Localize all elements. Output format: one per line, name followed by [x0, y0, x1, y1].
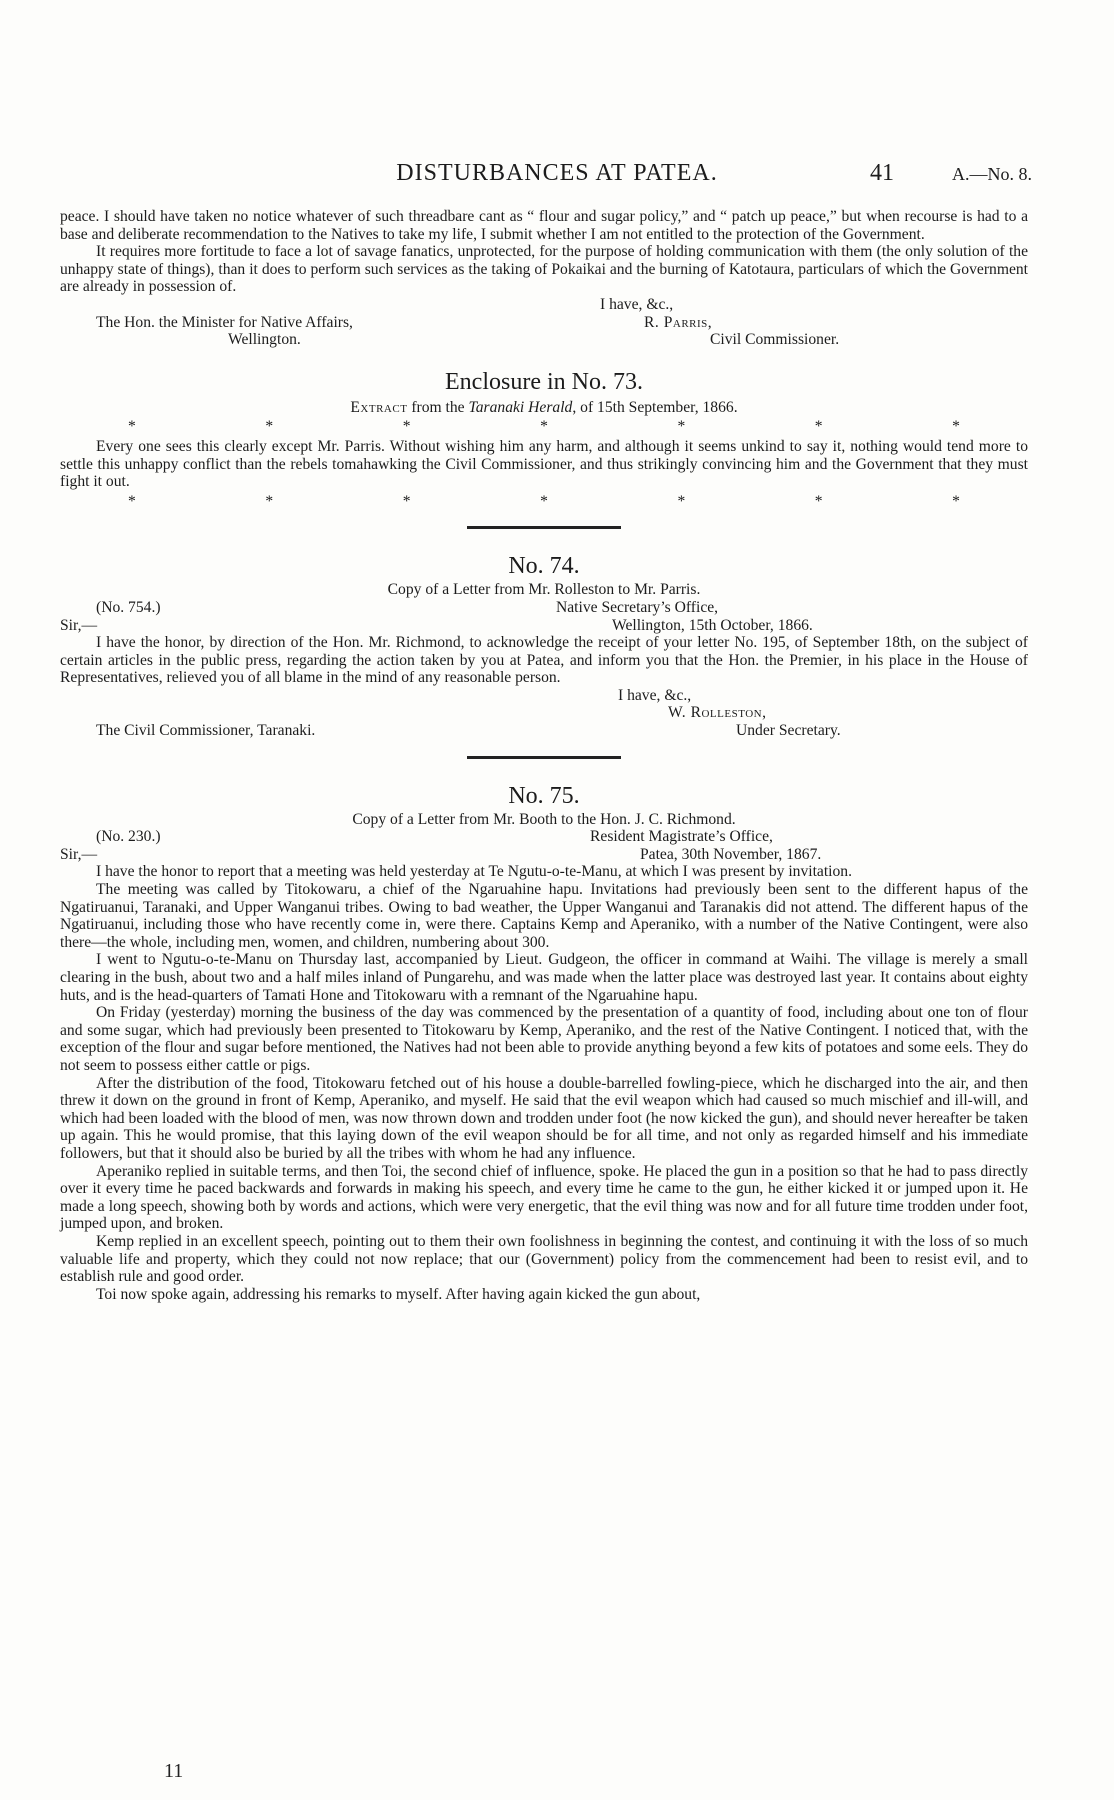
star: *	[814, 418, 823, 436]
office: Resident Magistrate’s Office,	[590, 828, 773, 846]
paragraph: Kemp replied in an excellent speech, pointing out to them their own foolishness in beginning the contest, and continuing it with the loss of so much valuable life and property, which they could not now replace; that our (Government) policy from the commencement had been to resist evil, and to establish rule and good order.	[60, 1232, 1028, 1286]
signer: R. Parris,	[644, 313, 713, 331]
letter-number-heading: No. 74.	[508, 553, 580, 580]
paragraph: Toi now spoke again, addressing his remarks to myself. After having again kicked the gun about,	[96, 1285, 701, 1303]
signature-row-2	[60, 331, 1028, 349]
salutation-row	[60, 617, 1028, 635]
signature-row	[60, 314, 1028, 332]
star: *	[265, 492, 274, 510]
closing: I have, &c.,	[600, 295, 674, 313]
star: *	[677, 418, 686, 436]
signer: W. Rolleston,	[668, 704, 767, 722]
paragraph: Aperaniko replied in suitable terms, and then Toi, the second chief of influence, spoke. He placed the gun in a position so that he had to pass directly over it every time he paced backwards and forwards in making his speech, and every time he came to the gun, he either kicked it or jumped upon it. He made a long speech, showing both by words and actions, which were very energetic, that the evil thing was now and for all future time trodden under foot, jumped upon, and broken.	[60, 1162, 1028, 1233]
ellipsis-stars	[60, 418, 1028, 436]
star: *	[128, 492, 136, 510]
page-number: 41	[870, 160, 894, 186]
section-divider	[467, 756, 621, 759]
letter-subtitle: Copy of a Letter from Mr. Booth to the Hon. J. C. Richmond.	[352, 810, 736, 828]
star: *	[402, 418, 411, 436]
extract-line	[60, 399, 1028, 417]
star: *	[677, 492, 686, 510]
printer-signature-mark: 11	[164, 1760, 184, 1782]
page-body	[60, 208, 1028, 1303]
closing: I have, &c.,	[618, 686, 692, 704]
star: *	[402, 492, 411, 510]
closing-row	[60, 296, 1028, 314]
letter-date: Wellington, 15th October, 1866.	[612, 616, 813, 634]
paragraph: The meeting was called by Titokowaru, a chief of the Ngaruahine hapu. Invitations had previously been sent to the different hapus of the Ngatiruanui, Taranaki, and Upper Wanganui tribes. Owing to bad weather, the Upper Wanganui and Taranakis did not attend. The different hapus of the Ngatiruanui, including those who have recently come in, were there. Captains Kemp and Aperaniko, with a number of the Native Contingent, were also there—the whole, including men, women, and children, numbering about 300.	[60, 881, 1028, 951]
paragraph: After the distribution of the food, Titokowaru fetched out of his house a double-barrelled fowling-piece, which he discharged into the air, and then threw it down on the ground in front of Kemp, Aperaniko, and myself. He said that the evil weapon which had caused so much mischief and ill-will, and which had been loaded with the blood of men, was now thrown down and trodden under foot (he now kicked the gun), and should never hereafter be taken up again. This he would promise, that this laying down of the evil weapon should be for all time, and not only as regarded himself and his immediate followers, but that it should also be buried by all the tribes with whom he had any influence.	[60, 1074, 1028, 1162]
page-header	[0, 160, 1114, 190]
letter-text: I have the honor, by direction of the Hon. Mr. Richmond, to acknowledge the receipt of your letter No. 195, of September 18th, on the subject of certain articles in the public press, regarding the action taken by you at Patea, and inform you that the Hon. the Premier, in his place in the House of Representatives, relieved you of all blame in the mind of any reasonable person.	[60, 634, 1028, 687]
addressee: The Civil Commissioner, Taranaki.	[96, 722, 316, 740]
ellipsis-stars-2	[60, 493, 1028, 511]
section-divider	[467, 526, 621, 529]
extract-from: from the	[411, 398, 469, 416]
closing-row	[60, 687, 1028, 705]
star: *	[540, 418, 548, 436]
letter-date: Patea, 30th November, 1867.	[640, 845, 822, 863]
extract-date: , of 15th September, 1866.	[572, 398, 738, 416]
signer-title: Civil Commissioner.	[710, 331, 840, 349]
signer-title: Under Secretary.	[736, 722, 841, 740]
star: *	[540, 492, 548, 510]
paragraph: It requires more fortitude to face a lot of savage fanatics, unprotected, for the purpose of holding communication with them (the only solution of the unhappy state of things), than it does to perform such services as the taking of Pokaikai and the burning of Katotaura, particulars of which the Government are already in possession of.	[60, 243, 1028, 296]
star: *	[265, 418, 274, 436]
ref-row	[60, 599, 1028, 617]
letter-ref: (No. 230.)	[96, 828, 161, 846]
salutation: Sir,—	[60, 845, 98, 863]
addressee: The Hon. the Minister for Native Affairs,	[96, 313, 353, 331]
running-title: DISTURBANCES AT PATEA.	[396, 160, 718, 186]
letter-subtitle: Copy of a Letter from Mr. Rolleston to Mr. Parris.	[387, 581, 701, 599]
star: *	[952, 418, 960, 436]
paper-reference: A.—No. 8.	[952, 164, 1032, 184]
salutation: Sir,—	[60, 616, 98, 634]
salutation-row	[60, 846, 1028, 864]
addressee-place: Wellington.	[228, 331, 301, 349]
paragraph: On Friday (yesterday) morning the business of the day was commenced by the presentation of a quantity of food, including about one ton of flour and some sugar, which had previously been presented to Titokowaru by Kemp, Aperaniko, and the rest of the Native Contingent. I noticed that, with the exception of the flour and sugar before mentioned, the Natives had not been able to provide anything beyond a few kits of potatoes and some eels. They do not seem to possess either cattle or pigs.	[60, 1004, 1028, 1074]
paragraph: I went to Ngutu-o-te-Manu on Thursday last, accompanied by Lieut. Gudgeon, the officer in command at Waihi. The village is merely a small clearing in the bush, about two and a half miles inland of Pungarehu, and was made when the latter place was destroyed last year. It contains about eighty huts, and is the head-quarters of Tamati Hone and Titokowaru with a remnant of the Ngaruahine hapu.	[60, 951, 1028, 1004]
paragraph: I have the honor to report that a meeting was held yesterday at Te Ngutu-o-te-Manu, at which I was present by invitation.	[96, 863, 852, 881]
office: Native Secretary’s Office,	[556, 598, 719, 616]
ref-row	[60, 828, 1028, 846]
newspaper-name: Taranaki Herald	[468, 398, 573, 416]
letter-ref: (No. 754.)	[96, 598, 161, 616]
continued-paragraph: peace. I should have taken no notice whatever of such threadbare cant as “ flour and sugar policy,” and “ patch up peace,” but when recourse is had to a base and deliberate recommendation to the Natives to take my life, I submit whether I am not entitled to the protection of the Government.	[60, 208, 1028, 243]
star: *	[128, 418, 136, 436]
signer-row	[60, 704, 1028, 722]
addressee-row	[60, 722, 1028, 740]
enclosure-heading: Enclosure in No. 73.	[445, 368, 643, 395]
star: *	[814, 492, 823, 510]
extract-label: Extract	[350, 398, 408, 416]
star: *	[952, 492, 960, 510]
extract-text: Every one sees this clearly except Mr. Parris. Without wishing him any harm, and although it seems unkind to say it, nothing would tend more to settle this unhappy conflict than the rebels tomahawking the Civil Commissioner, and thus strikingly convincing him and the Government that they must fight it out.	[60, 437, 1028, 491]
letter-number-heading: No. 75.	[508, 782, 580, 809]
